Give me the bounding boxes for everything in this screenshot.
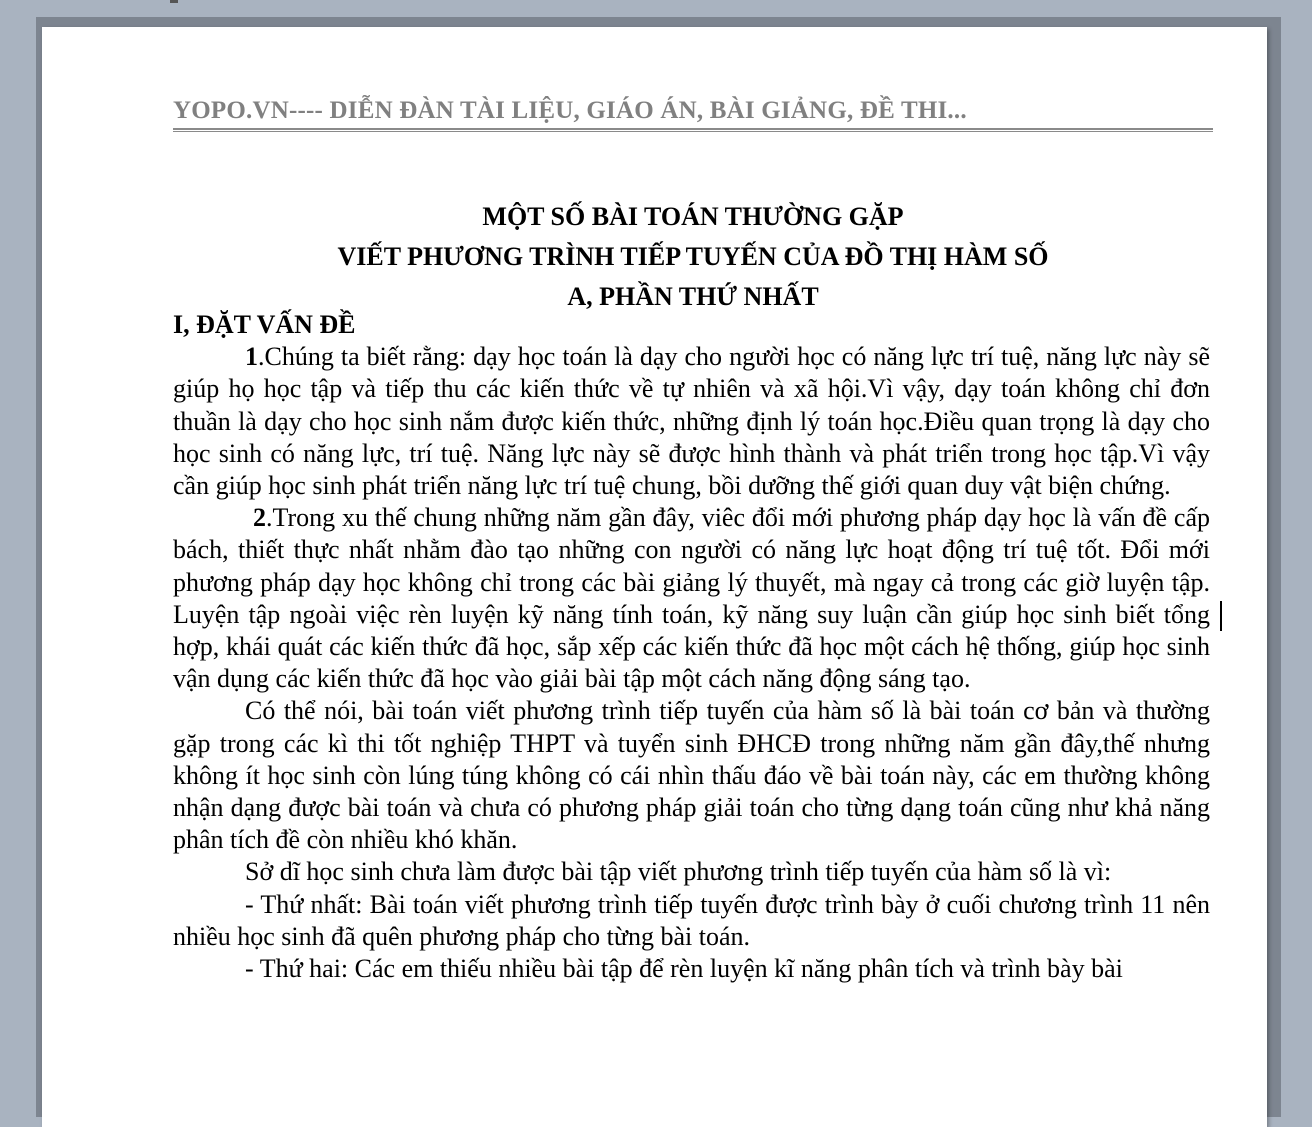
paragraph-1 (173, 341, 1210, 502)
text-cursor (1220, 601, 1222, 631)
document-title (173, 197, 1213, 317)
paragraph-text: .Trong xu thế chung những năm gần đây, viêc đổi mới phương pháp dạy học là vấn đề cấp bách, thiết thực nhất nhằm đào tạo những con người có năng lực hoạt động trí tuệ tốt. Đổi mới phương pháp dạy học không chỉ trong các bài giảng lý thuyết, mà ngay cả trong các giờ luyện tập. Luyện tập ngoài việc rèn luyện kỹ năng tính toán, kỹ năng suy luận cần giúp học sinh biết tổng hợp, khái quát các kiến thức đã học, sắp xếp các kiến thức đã học một cách hệ thống, giúp học sinh vận dụng các kiến thức đã học vào giải bài tập một cách năng động sáng tạo. (173, 503, 1210, 694)
document-page[interactable] (42, 27, 1267, 1127)
paragraph-5: - Thứ nhất: Bài toán viết phương trình tiếp tuyến được trình bày ở cuối chương trình 11 nên nhiều học sinh đã quên phương pháp cho từng bài toán. (173, 889, 1210, 951)
section-heading: I, ĐẶT VẤN ĐỀ (173, 310, 356, 339)
paragraph-number: 2 (253, 503, 266, 533)
header-rule (173, 128, 1213, 132)
title-line-1: MỘT SỐ BÀI TOÁN THƯỜNG GẶP (482, 202, 904, 231)
paragraph-4: Sở dĩ học sinh chưa làm được bài tập viết phương trình tiếp tuyến của hàm số là vì: (245, 857, 1112, 887)
title-line-3: A, PHẦN THỨ NHẤT (567, 282, 819, 311)
paragraph-2 (173, 502, 1210, 695)
page-header: YOPO.VN---- DIỄN ĐÀN TÀI LIỆU, GIÁO ÁN, BÀI GIẢNG, ĐỀ THI... (173, 97, 967, 124)
ruler-marker (170, 0, 178, 3)
paragraph-6: - Thứ hai: Các em thiếu nhiều bài tập để rèn luyện kĩ năng phân tích và trình bày bài (245, 954, 1123, 984)
title-line-2: VIẾT PHƯƠNG TRÌNH TIẾP TUYẾN CỦA ĐỒ THỊ HÀM SỐ (337, 242, 1049, 271)
paragraph-3: Có thể nói, bài toán viết phương trình tiếp tuyến của hàm số là bài toán cơ bản và thường gặp trong các kì thi tốt nghiệp THPT và tuyển sinh ĐHCĐ trong những năm gần đây,thế nhưng không ít học sinh còn lúng túng không có cái nhìn thấu đáo về bài toán này, các em thường không nhận dạng được bài toán và chưa có phương pháp giải toán cho từng dạng toán cũng như khả năng phân tích đề còn nhiều khó khăn. (173, 696, 1210, 855)
paragraph-number: 1 (245, 342, 258, 372)
document-body[interactable] (173, 309, 1210, 985)
paragraph-text: .Chúng ta biết rằng: dạy học toán là dạy cho người học có năng lực trí tuệ, năng lực này sẽ giúp họ học tập và tiếp thu các kiến thức về tự nhiên và xã hội.Vì vậy, dạy toán không chỉ đơn thuần là dạy cho học sinh nắm được kiến thức, những định lý toán học.Điều quan trọng là dạy cho học sinh có năng lực, trí tuệ. Năng lực này sẽ được hình thành và phát triển trong học tập.Vì vậy cần giúp học sinh phát triển năng lực trí tuệ chung, bồi dưỡng thế giới quan duy vật biện chứng. (173, 342, 1210, 501)
workspace-right-edge (1296, 22, 1312, 1044)
